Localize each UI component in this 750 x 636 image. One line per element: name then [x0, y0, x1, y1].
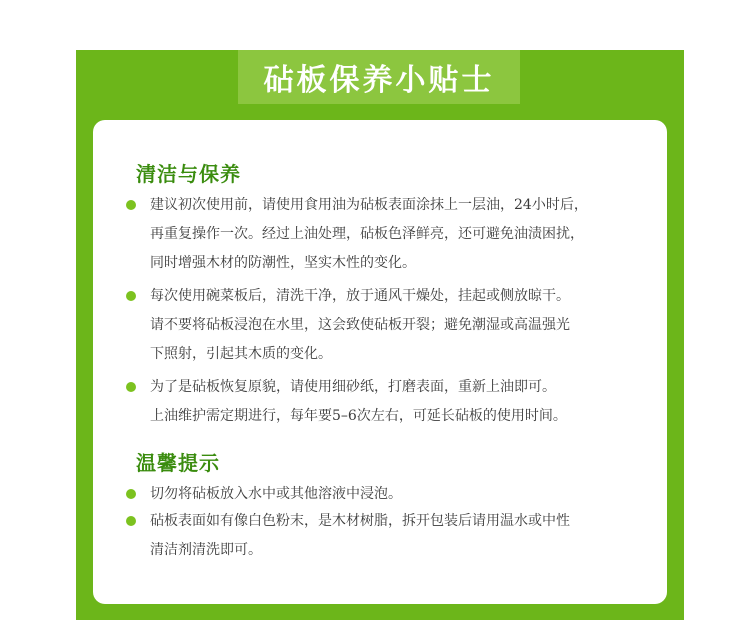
tip-line: 砧板表面如有像白色粉末，是木材树脂，拆开包装后请用温水或中性: [150, 513, 570, 529]
tip-line: 下照射，引起其木质的变化。: [150, 346, 332, 362]
title-banner: [238, 50, 520, 104]
tip-line: 请不要将砧板浸泡在水里，这会致使砧板开裂；避免潮湿或高温强光: [150, 317, 570, 333]
tip-paragraph: [150, 507, 630, 565]
bullet-icon: [126, 291, 136, 301]
tip-paragraph: [150, 191, 630, 278]
tip-line: 为了是砧板恢复原貌，请使用细砂纸，打磨表面，重新上油即可。: [150, 379, 556, 395]
tip-line: 每次使用碗菜板后，清洗干净，放于通风干燥处，挂起或侧放晾干。: [150, 288, 570, 304]
tip-line: 同时增强木材的防潮性，坚实木性的变化。: [150, 255, 416, 271]
tip-paragraph: [150, 480, 630, 509]
page-title: 砧板保养小贴士: [263, 63, 495, 98]
tip-line: 上油维护需定期进行，每年要5–6次左右，可延长砧板的使用时间。: [150, 408, 567, 424]
bullet-icon: [126, 516, 136, 526]
bullet-icon: [126, 200, 136, 210]
section-heading-reminder: 温馨提示: [136, 451, 220, 475]
tip-line: 再重复操作一次。经过上油处理，砧板色泽鲜亮，还可避免油渍困扰，: [150, 226, 584, 242]
tip-line: 清洁剂清洗即可。: [150, 542, 262, 558]
tip-paragraph: [150, 282, 630, 369]
bullet-icon: [126, 382, 136, 392]
tip-paragraph: [150, 373, 630, 431]
tip-line: 建议初次使用前，请使用食用油为砧板表面涂抹上一层油，24小时后，: [150, 197, 588, 213]
section-heading-cleaning: 清洁与保养: [136, 162, 241, 186]
bullet-icon: [126, 489, 136, 499]
tip-line: 切勿将砧板放入水中或其他溶液中浸泡。: [150, 486, 402, 502]
